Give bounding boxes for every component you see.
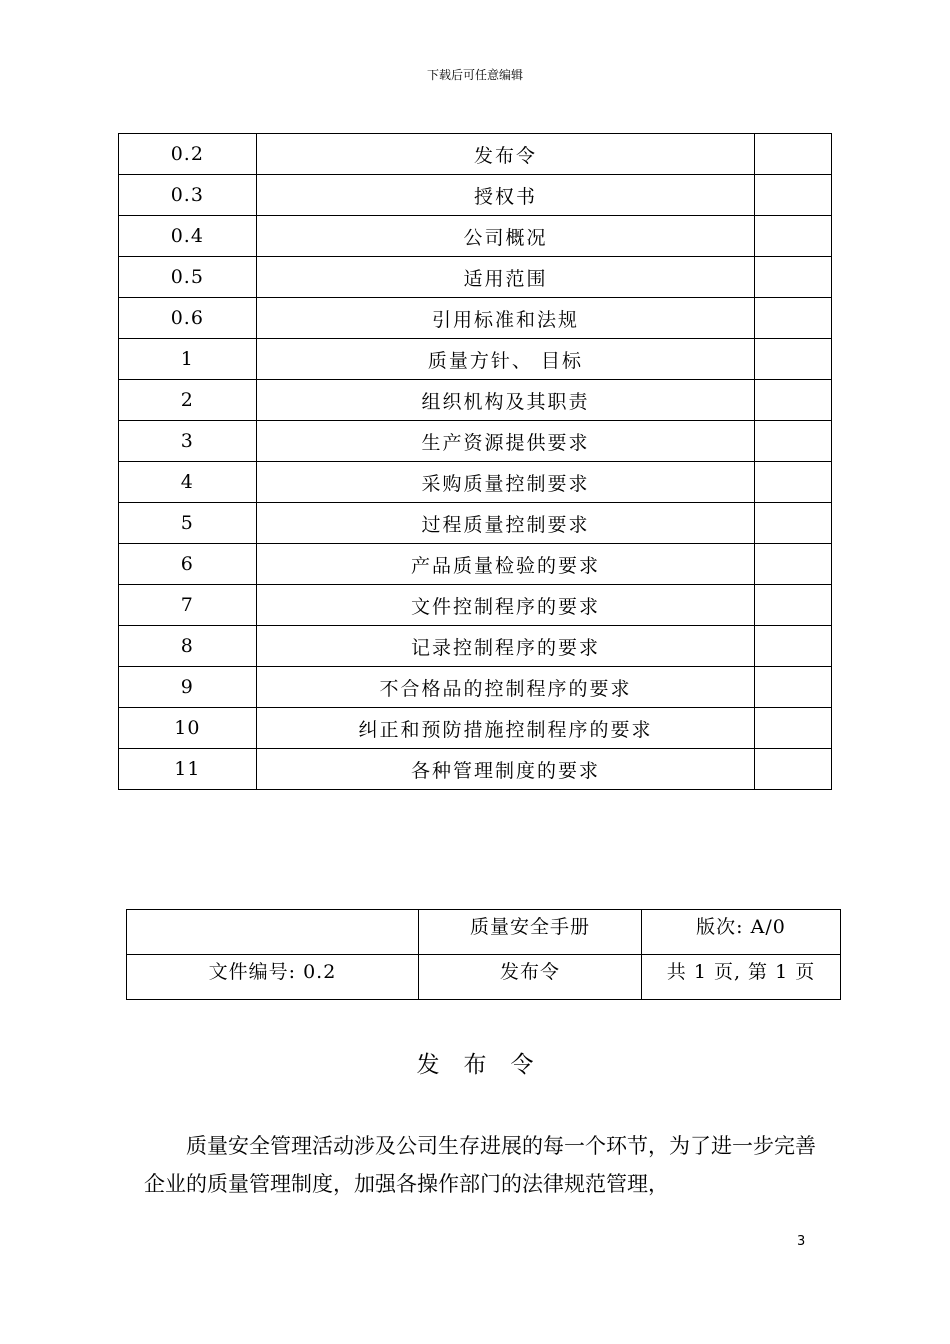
toc-number: 0.2 bbox=[119, 134, 257, 175]
toc-number: 11 bbox=[119, 749, 257, 790]
toc-table bbox=[118, 133, 832, 790]
toc-number: 2 bbox=[119, 380, 257, 421]
toc-blank-cell bbox=[755, 421, 832, 462]
toc-row bbox=[119, 544, 832, 585]
toc-blank-cell bbox=[755, 503, 832, 544]
toc-number: 5 bbox=[119, 503, 257, 544]
version: 版次: A/0 bbox=[696, 916, 786, 938]
toc-blank-cell bbox=[755, 298, 832, 339]
toc-row bbox=[119, 421, 832, 462]
toc-row bbox=[119, 667, 832, 708]
toc-row bbox=[119, 462, 832, 503]
toc-number: 0.5 bbox=[119, 257, 257, 298]
doc-header-empty-cell bbox=[127, 910, 419, 955]
toc-title: 纠正和预防措施控制程序的要求 bbox=[256, 708, 755, 749]
toc-number: 8 bbox=[119, 626, 257, 667]
file-number-cell bbox=[127, 955, 419, 1000]
toc-title: 引用标准和法规 bbox=[256, 298, 755, 339]
toc-blank-cell bbox=[755, 626, 832, 667]
toc-title: 质量方针、 目标 bbox=[256, 339, 755, 380]
section-cell bbox=[419, 955, 642, 1000]
toc-number: 0.3 bbox=[119, 175, 257, 216]
toc-blank-cell bbox=[755, 175, 832, 216]
toc-title: 授权书 bbox=[256, 175, 755, 216]
version-cell bbox=[642, 910, 841, 955]
toc-row bbox=[119, 175, 832, 216]
toc-number: 6 bbox=[119, 544, 257, 585]
body-paragraph: 质量安全管理活动涉及公司生存进展的每一个环节，为了进一步完善企业的质量管理制度，加强各操作部门的法律规范管理， bbox=[144, 1134, 816, 1196]
toc-body bbox=[119, 134, 832, 790]
doc-header-row-1 bbox=[127, 910, 841, 955]
toc-title: 组织机构及其职责 bbox=[256, 380, 755, 421]
toc-title: 文件控制程序的要求 bbox=[256, 585, 755, 626]
toc-row bbox=[119, 503, 832, 544]
toc-blank-cell bbox=[755, 544, 832, 585]
toc-title: 不合格品的控制程序的要求 bbox=[256, 667, 755, 708]
toc-row bbox=[119, 216, 832, 257]
toc-title: 各种管理制度的要求 bbox=[256, 749, 755, 790]
toc-number: 0.6 bbox=[119, 298, 257, 339]
toc-blank-cell bbox=[755, 585, 832, 626]
toc-blank-cell bbox=[755, 462, 832, 503]
toc-title: 适用范围 bbox=[256, 257, 755, 298]
file-number: 文件编号: 0.2 bbox=[208, 961, 337, 983]
toc-blank-cell bbox=[755, 134, 832, 175]
toc-number: 4 bbox=[119, 462, 257, 503]
toc-row bbox=[119, 339, 832, 380]
toc-row bbox=[119, 257, 832, 298]
document-header-table bbox=[126, 909, 841, 1000]
toc-title: 生产资源提供要求 bbox=[256, 421, 755, 462]
toc-blank-cell bbox=[755, 749, 832, 790]
manual-title-cell bbox=[419, 910, 642, 955]
toc-number: 3 bbox=[119, 421, 257, 462]
toc-number: 9 bbox=[119, 667, 257, 708]
toc-title: 过程质量控制要求 bbox=[256, 503, 755, 544]
toc-title: 采购质量控制要求 bbox=[256, 462, 755, 503]
toc-title: 产品质量检验的要求 bbox=[256, 544, 755, 585]
toc-blank-cell bbox=[755, 216, 832, 257]
toc-blank-cell bbox=[755, 667, 832, 708]
toc-row bbox=[119, 380, 832, 421]
toc-row bbox=[119, 298, 832, 339]
toc-blank-cell bbox=[755, 257, 832, 298]
toc-number: 7 bbox=[119, 585, 257, 626]
toc-title: 记录控制程序的要求 bbox=[256, 626, 755, 667]
page-number: 3 bbox=[797, 1234, 806, 1249]
section-name: 发布令 bbox=[499, 961, 560, 983]
page-count: 共 1 页, 第 1 页 bbox=[666, 961, 816, 983]
toc-row bbox=[119, 134, 832, 175]
toc-title: 发布令 bbox=[256, 134, 755, 175]
manual-title: 质量安全手册 bbox=[469, 916, 590, 938]
header-note: 下载后可任意编辑 bbox=[426, 68, 523, 82]
toc-row bbox=[119, 749, 832, 790]
release-title: 发布令 bbox=[416, 1052, 558, 1078]
toc-row bbox=[119, 626, 832, 667]
toc-number: 0.4 bbox=[119, 216, 257, 257]
toc-title: 公司概况 bbox=[256, 216, 755, 257]
pages-cell bbox=[642, 955, 841, 1000]
doc-header-row-2 bbox=[127, 955, 841, 1000]
toc-blank-cell bbox=[755, 380, 832, 421]
toc-number: 10 bbox=[119, 708, 257, 749]
toc-row bbox=[119, 585, 832, 626]
toc-number: 1 bbox=[119, 339, 257, 380]
toc-blank-cell bbox=[755, 708, 832, 749]
toc-row bbox=[119, 708, 832, 749]
toc-blank-cell bbox=[755, 339, 832, 380]
